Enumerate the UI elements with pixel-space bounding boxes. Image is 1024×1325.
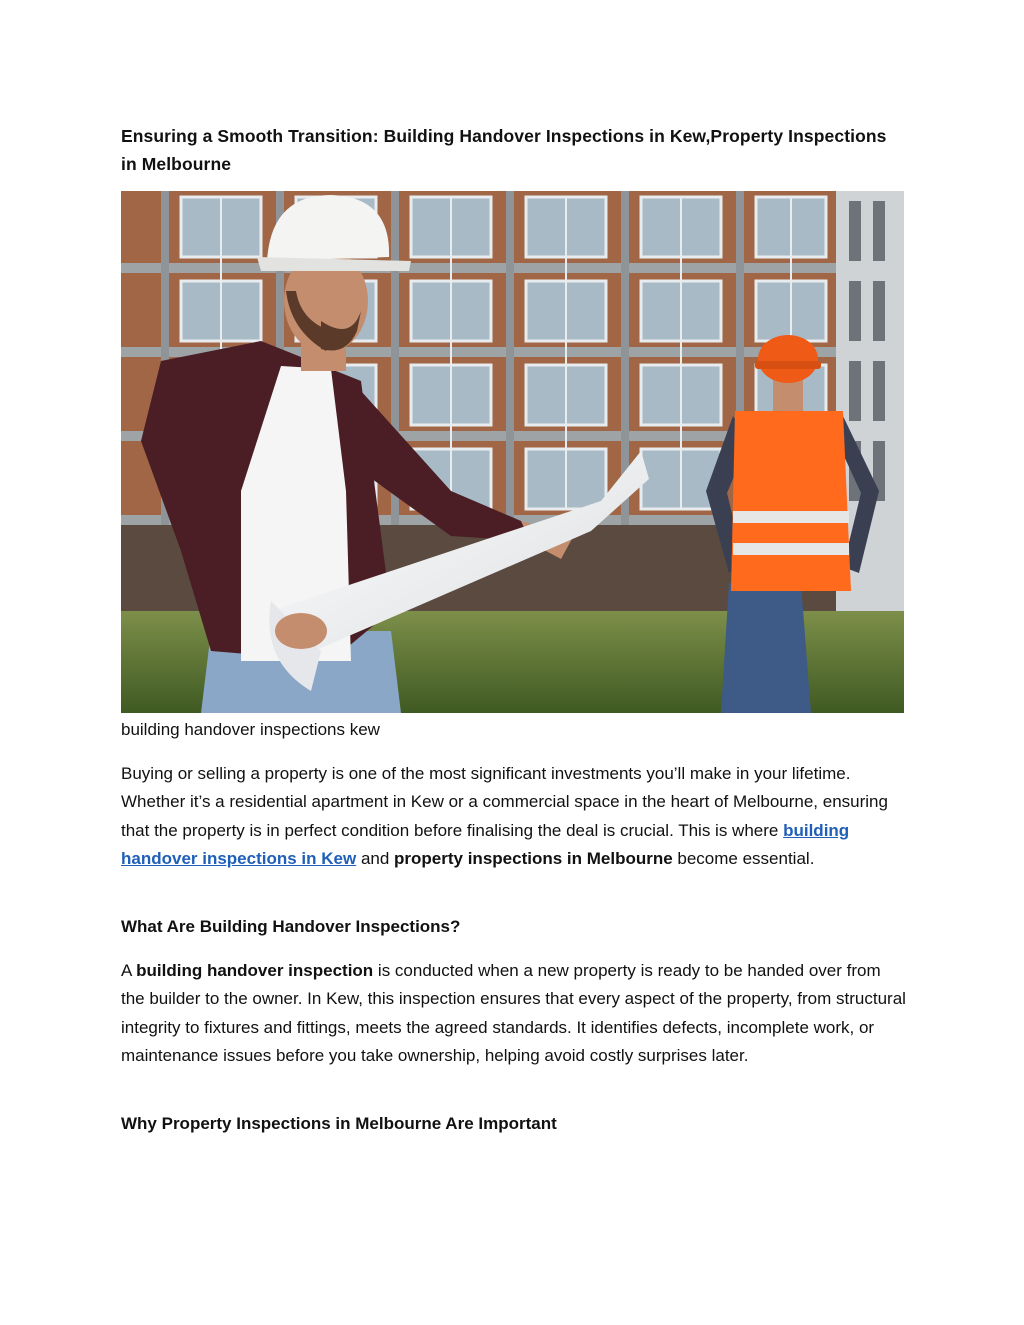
section-paragraph-what: [121, 957, 906, 1071]
building-handover-inspections-link[interactable]: building handover inspections in Kew: [121, 820, 850, 869]
section-heading-what: What Are Building Handover Inspections?: [121, 917, 461, 936]
intro-text-1: Buying or selling a property is one of the most significant investments you’ll make in your lifetime. Whether it’s a residential apartment in Kew or a commercial space in the heart of Melbourne, ensuring that the property is in perfect condition before finalising the deal is crucial. This is where: [121, 764, 888, 840]
construction-inspectors-photo: [121, 191, 904, 713]
section1-lead: A: [121, 961, 137, 980]
section1-bold-text: building handover inspection: [136, 961, 374, 980]
hero-image: [121, 191, 904, 713]
intro-text-2: and: [356, 849, 395, 869]
page-title: Ensuring a Smooth Transition: Building Handover Inspections in Kew,Property Inspections in Melbourne: [121, 126, 887, 174]
image-caption: building handover inspections kew: [121, 720, 380, 739]
intro-bold-text: property inspections in Melbourne: [394, 849, 673, 869]
intro-text-3: become essential.: [672, 849, 815, 869]
intro-paragraph: [121, 760, 906, 874]
section1-body: is conducted when a new property is ready to be handed over from the builder to the owner. In Kew, this inspection ensures that every aspect of the property, from structural integrity to fixtures and fittings, meets the agreed standards. It identifies defects, incomplete work, or maintenance issues before you take ownership, helping avoid costly surprises later.: [121, 961, 906, 1066]
section-heading-why: Why Property Inspections in Melbourne Are Important: [121, 1114, 557, 1133]
